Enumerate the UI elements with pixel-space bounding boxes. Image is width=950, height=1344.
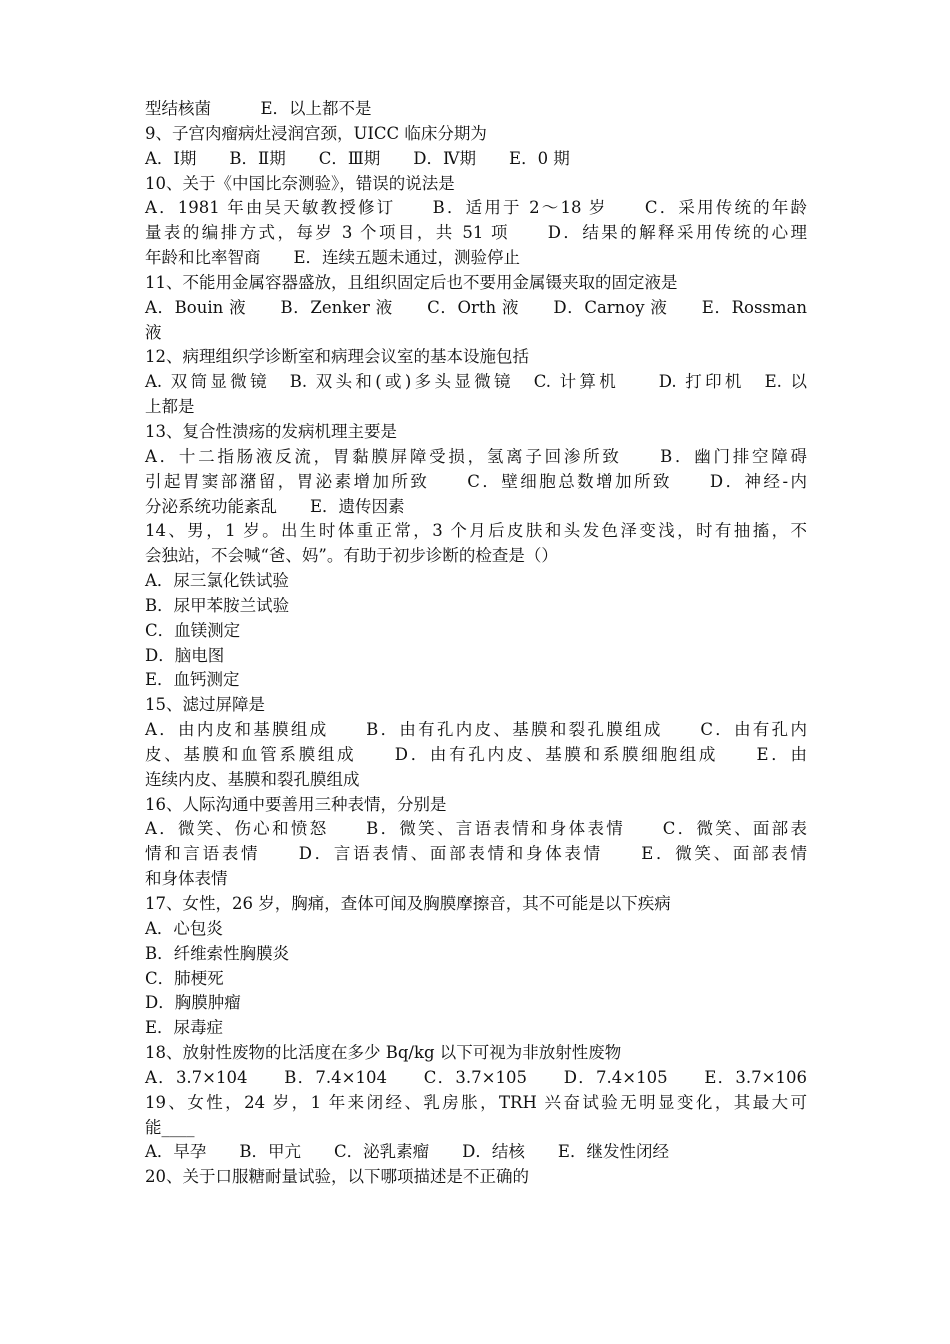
question-16-options: 和身体表情 (145, 869, 228, 889)
question-15-stem: 15、滤过屏障是 (145, 695, 265, 715)
question-10-options: A．1981 年由吴天敏教授修订 B．适用于 2～18 岁 C．采用传统的年龄 (145, 198, 807, 218)
question-15-options: 皮、基膜和血管系膜组成 D．由有孔内皮、基膜和系膜细胞组成 E．由 (145, 744, 807, 764)
question-14-option: B．尿甲苯胺兰试验 (145, 595, 290, 615)
question-17-option: A．心包炎 (145, 918, 223, 938)
document-page (145, 97, 807, 1190)
question-13-options: A．十二指肠液反流，胃黏膜屏障受损，氢离子回渗所致 B．幽门排空障碍 (145, 446, 807, 466)
question-17-option: D．胸膜肿瘤 (145, 993, 241, 1013)
question-14-stem: 会独站，不会喊“爸、妈”。有助于初步诊断的检查是（） (145, 546, 558, 566)
question-19-stem: 能____ (145, 1117, 195, 1137)
question-14-option: E．血钙测定 (145, 670, 240, 690)
question-17-option: C．肺梗死 (145, 968, 224, 988)
question-10-stem: 10、关于《中国比奈测验》，错误的说法是 (145, 173, 455, 193)
question-12-stem: 12、病理组织学诊断室和病理会议室的基本设施包括 (145, 347, 529, 367)
question-17-option: E．尿毒症 (145, 1018, 224, 1038)
question-19-options: A．早孕 B．甲亢 C．泌乳素瘤 D．结核 E．继发性闭经 (145, 1142, 669, 1162)
question-17-option: B．纤维索性胸膜炎 (145, 943, 290, 963)
question-19-stem: 19、女性，24 岁，1 年来闭经、乳房胀，TRH 兴奋试验无明显变化，其最大可 (145, 1092, 807, 1112)
question-16-stem: 16、人际沟通中要善用三种表情，分别是 (145, 794, 447, 814)
question-11-options: A．Bouin 液 B．Zenker 液 C．Orth 液 D．Carnoy 液 E．Rossman (145, 297, 807, 317)
question-14-option: A．尿三氯化铁试验 (145, 571, 289, 591)
question-9-options: A．Ⅰ期 B．Ⅱ期 C．Ⅲ期 D．Ⅳ期 E．0 期 (145, 148, 570, 168)
question-10-options: 量表的编排方式，每岁 3 个项目，共 51 项 D．结果的解释采用传统的心理 (145, 223, 807, 243)
question-15-options: 连续内皮、基膜和裂孔膜组成 (145, 769, 360, 789)
question-20-stem: 20、关于口服糖耐量试验，以下哪项描述是不正确的 (145, 1167, 529, 1187)
question-12-options: 上都是 (145, 397, 195, 417)
question-14-option: C．血镁测定 (145, 620, 241, 640)
question-14-option: D．脑电图 (145, 645, 225, 665)
question-15-options: A．由内皮和基膜组成 B．由有孔内皮、基膜和裂孔膜组成 C．由有孔内 (145, 720, 807, 740)
question-16-options: 情和言语表情 D．言语表情、面部表情和身体表情 E．微笑、面部表情 (145, 844, 807, 864)
question-18-options: A．3.7×104 B．7.4×104 C．3.7×105 D．7.4×105 E．3.7×106 (145, 1067, 807, 1087)
question-12-options: A. 双筒显微镜 B. 双头和(或)多头显微镜 C. 计算机 D. 打印机 E. 以 (145, 372, 807, 392)
question-13-options: 分泌系统功能紊乱 E．遗传因素 (145, 496, 405, 516)
question-17-stem: 17、女性，26 岁，胸痛，查体可闻及胸膜摩擦音，其不可能是以下疾病 (145, 894, 671, 913)
question-18-stem: 18、放射性废物的比活度在多少 Bq/kg 以下可视为非放射性废物 (145, 1043, 622, 1063)
text-line: 型结核菌 E．以上都不是 (145, 99, 372, 118)
question-10-options: 年龄和比率智商 E．连续五题未通过，测验停止 (145, 248, 521, 268)
question-11-stem: 11、不能用金属容器盛放，且组织固定后也不要用金属镊夹取的固定液是 (145, 272, 678, 292)
question-13-options: 引起胃窦部潴留，胃泌素增加所致 C．壁细胞总数增加所致 D．神经-内 (145, 471, 807, 491)
question-9-stem: 9、子宫肉瘤病灶浸润宫颈，UICC 临床分期为 (145, 123, 487, 143)
question-14-stem: 14、男，1 岁。出生时体重正常，3 个月后皮肤和头发色泽变浅，时有抽搐，不 (145, 521, 807, 541)
question-16-options: A．微笑、伤心和愤怒 B．微笑、言语表情和身体表情 C．微笑、面部表 (145, 819, 807, 839)
question-11-options: 液 (145, 322, 162, 342)
question-13-stem: 13、复合性溃疡的发病机理主要是 (145, 421, 397, 441)
